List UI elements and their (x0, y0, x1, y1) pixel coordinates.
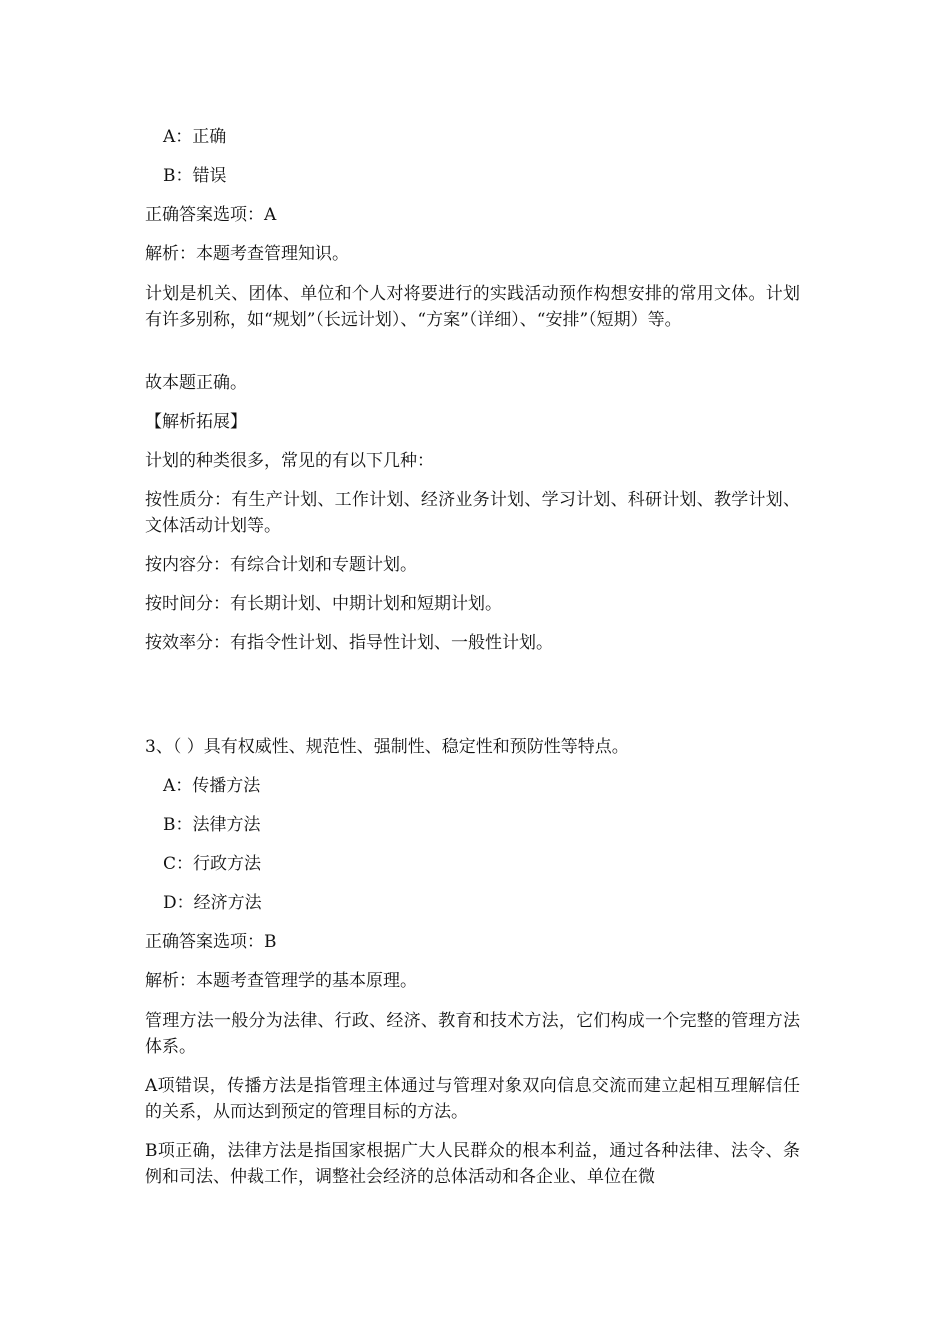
explanation-paragraph: 计划是机关、团体、单位和个人对将要进行的实践活动预作构想安排的常用文体。计划有许多别称，如“规划”（长远计划）、“方案”（详细）、“安排”（短期）等。 (145, 284, 800, 330)
analysis-heading: 解析：本题考查管理知识。 (145, 244, 349, 264)
option-a: A：传播方法 (163, 776, 261, 796)
analysis-heading: 解析：本题考查管理学的基本原理。 (145, 971, 417, 991)
extension-intro: 计划的种类很多，常见的有以下几种： (145, 451, 434, 471)
extension-item: 按时间分：有长期计划、中期计划和短期计划。 (145, 594, 502, 614)
option-d: D：经济方法 (163, 893, 262, 913)
extension-item: 按效率分：有指令性计划、指导性计划、一般性计划。 (145, 633, 553, 653)
explanation-paragraph: B项正确，法律方法是指国家根据广大人民群众的根本利益，通过各种法律、法令、条例和司法、仲裁工作，调整社会经济的总体活动和各企业、单位在微 (145, 1141, 800, 1187)
explanation-paragraph: A项错误，传播方法是指管理主体通过与管理对象双向信息交流而建立起相互理解信任的关系，从而达到预定的管理目标的方法。 (145, 1076, 800, 1122)
conclusion-text: 故本题正确。 (145, 373, 247, 393)
correct-answer: 正确答案选项：A (145, 205, 277, 225)
option-a: A：正确 (163, 127, 227, 147)
explanation-paragraph: 管理方法一般分为法律、行政、经济、教育和技术方法，它们构成一个完整的管理方法体系。 (145, 1011, 800, 1057)
extension-item: 按性质分：有生产计划、工作计划、经济业务计划、学习计划、科研计划、教学计划、文体活动计划等。 (145, 490, 800, 536)
extension-item: 按内容分：有综合计划和专题计划。 (145, 555, 417, 575)
option-c: C：行政方法 (163, 854, 262, 874)
correct-answer: 正确答案选项：B (145, 932, 277, 952)
question-stem: 3、（ ）具有权威性、规范性、强制性、稳定性和预防性等特点。 (145, 737, 629, 757)
option-b: B：法律方法 (163, 815, 261, 835)
option-b: B：错误 (163, 166, 227, 186)
extension-heading: 【解析拓展】 (145, 412, 247, 432)
